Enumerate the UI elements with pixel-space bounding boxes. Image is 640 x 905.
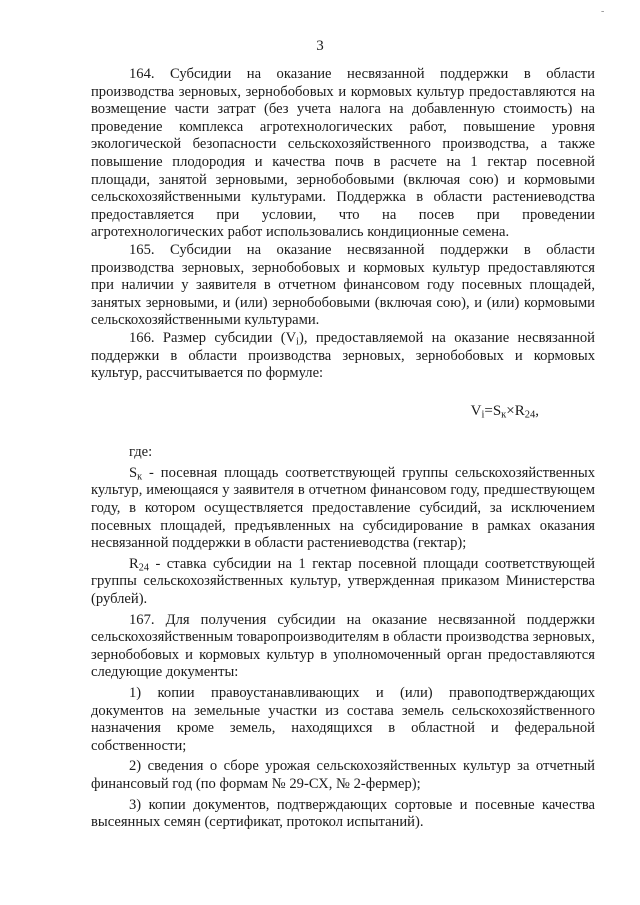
symbol-s-sub: к bbox=[137, 471, 143, 483]
definition-s bbox=[91, 465, 595, 553]
paragraph-text: Субсидии на оказание несвязанной поддержки в области производства зерновых, зернобобовых и кормовых культур предоставляются на возмещение части затрат (без учета налога на добавленную стоимость) на проведение комплекса агротехнологических работ, повышение уровня экологической безопасности сельскохозяйственного производства, а также повышение плодородия и качества почв в расчете на 1 гектар посевной площади, занятой зерновыми, зернобобовыми (включая сою) и кормовыми сельскохозяйственными культурами. Поддержка в области растениеводства предоставляется при условии, что на посев при проведении агротехнологических работ использовались кондиционные семена. bbox=[91, 66, 595, 241]
definition-text: - посевная площадь соответствующей группы сельскохозяйственных культур, имеющаяся у заявителя в отчетном финансовом году, предшествующем году, в котором осуществляется предоставление субсидий, за исключением посевных площадей, предъявленных на субсидирование в рамках оказания несвязанной поддержки в области растениеводства (гектар); bbox=[91, 464, 595, 552]
formula-v: V bbox=[470, 402, 482, 419]
formula bbox=[91, 403, 595, 421]
symbol-r-sub: 24 bbox=[138, 562, 149, 574]
formula-mult: ×R bbox=[506, 402, 525, 419]
corner-mark: - bbox=[601, 6, 605, 17]
paragraph-166 bbox=[91, 330, 595, 383]
paragraph-number: 165. bbox=[129, 241, 155, 258]
paragraph-number: 166. bbox=[129, 329, 155, 346]
definition-r bbox=[91, 556, 595, 609]
paragraph-text-start: Размер субсидии (V bbox=[162, 329, 297, 346]
symbol-s: S bbox=[129, 464, 138, 481]
list-item: 1) копии правоустанавливающих и (или) правоподтверждающих документов на земельные участки из состава земель сельскохозяйственного назначения кроме земель, находящихся в областной и федеральной собственности; bbox=[91, 685, 595, 754]
paragraph-164 bbox=[91, 66, 595, 242]
paragraph-167 bbox=[91, 612, 595, 682]
paragraph-text: Субсидии на оказание несвязанной поддержки в области производства зерновых, зернобобовых и кормовых культур предоставляются при наличии у заявителя в отчетном финансовом году посевных площадей, занятых зерновыми, и (или) зернобобовыми (включая сою), и (или) кормовыми сельскохозяйственными культурами. bbox=[91, 241, 595, 329]
symbol-r: R bbox=[129, 555, 139, 572]
formula-v-sub: i bbox=[481, 409, 485, 421]
paragraph-number: 167. bbox=[129, 611, 155, 628]
where-label: где: bbox=[129, 444, 153, 461]
paragraph-text-end: ), предоставляемой на оказание несвязанной поддержки в области производства зерновых, зернобобовых и кормовых культур, рассчитывается по формуле: bbox=[91, 329, 595, 382]
page-number: 3 bbox=[316, 38, 324, 54]
formula-eq: =S bbox=[484, 402, 502, 419]
definition-text: - ставка субсидии на 1 гектар посевной площади соответствующей группы сельскохозяйственных культур, утвержденная приказом Министерства (рублей). bbox=[91, 555, 595, 608]
list-item: 3) копии документов, подтверждающих сортовые и посевные качества высеянных семян (сертификат, протокол испытаний). bbox=[91, 796, 595, 831]
document-body bbox=[91, 66, 595, 832]
paragraph-165 bbox=[91, 242, 595, 330]
formula-s-sub: к bbox=[501, 409, 507, 421]
paragraph-number: 164. bbox=[129, 66, 155, 82]
paragraph-text: Для получения субсидии на оказание несвязанной поддержки сельскохозяйственным товаропроизводителям в области производства зерновых, зернобобовых и кормовых культур в уполномоченный орган предоставляются следующие документы: bbox=[91, 611, 595, 681]
formula-r-sub: 24 bbox=[524, 409, 536, 421]
formula-tail: , bbox=[535, 402, 539, 419]
subscript: i bbox=[296, 336, 300, 348]
list-item: 2) сведения о сборе урожая сельскохозяйственных культур за отчетный финансовый год (по формам № 29-СХ, № 2-фермер); bbox=[91, 758, 595, 792]
